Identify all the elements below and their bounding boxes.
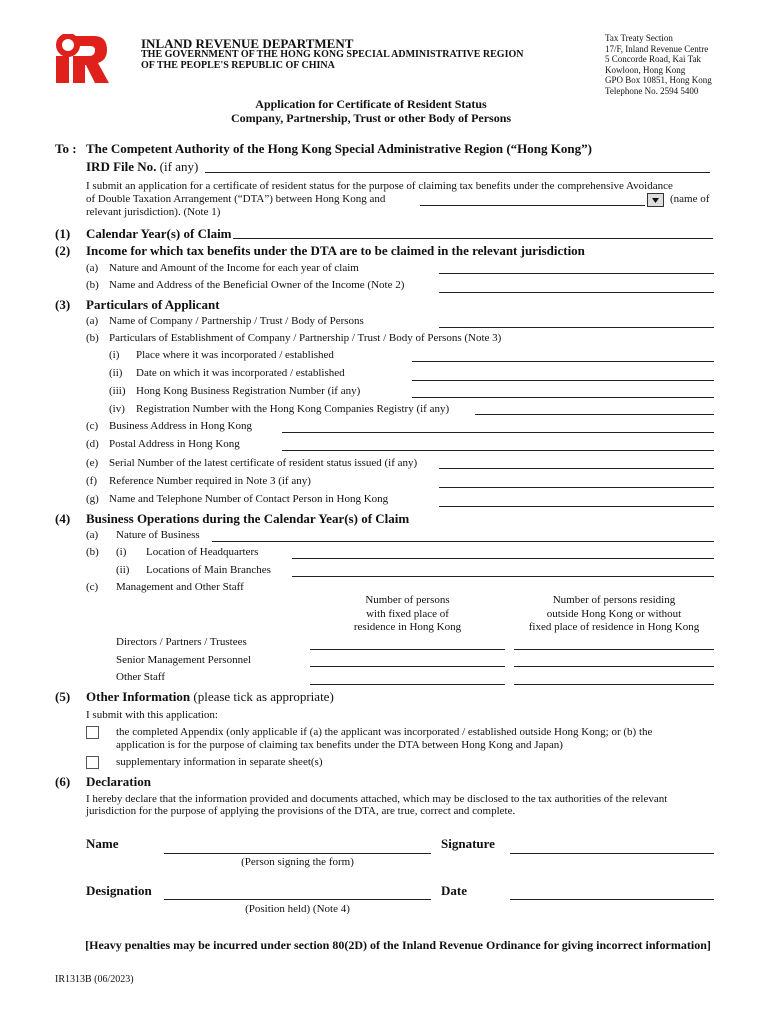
authority-name: The Competent Authority of the Hong Kong Special Administrative Region (“Hong Kong”) bbox=[86, 141, 592, 156]
date-label: Date bbox=[441, 883, 467, 898]
reference-number-input[interactable] bbox=[439, 487, 714, 488]
declaration-line-2: jurisdiction for the purpose of applying the provisions of the DTA, are true, correct and complete. bbox=[86, 805, 516, 817]
name-of-text: (name of bbox=[670, 193, 710, 205]
column-header-hk-residents bbox=[310, 594, 505, 635]
name-input[interactable] bbox=[164, 853, 431, 854]
address-line: Tax Treaty Section bbox=[605, 33, 673, 43]
staff-row-directors: Directors / Partners / Trustees bbox=[116, 636, 247, 648]
ird-logo-icon bbox=[54, 34, 110, 84]
headquarters-label: Location of Headquarters bbox=[146, 546, 259, 558]
item-label: (ii) bbox=[116, 564, 130, 576]
reference-number-label: Reference Number required in Note 3 (if any) bbox=[109, 475, 311, 487]
income-nature-input[interactable] bbox=[439, 273, 714, 274]
intro-line-2: of Double Taxation Arrangement (“DTA”) between Hong Kong and bbox=[86, 193, 386, 205]
penalty-warning: [Heavy penalties may be incurred under section 80(2D) of the Inland Revenue Ordinance for giving incorrect information] bbox=[85, 938, 711, 952]
item-label: (a) bbox=[86, 529, 99, 541]
submit-with-label: I submit with this application: bbox=[86, 709, 218, 721]
business-address-label: Business Address in Hong Kong bbox=[109, 420, 253, 432]
address-line: 5 Concorde Road, Kai Tak bbox=[605, 54, 701, 64]
item-label: (iv) bbox=[109, 403, 125, 415]
serial-number-input[interactable] bbox=[439, 468, 714, 469]
income-nature-label: Nature and Amount of the Income for each year of claim bbox=[109, 262, 359, 274]
designation-input[interactable] bbox=[164, 899, 431, 900]
staff-row-other: Other Staff bbox=[116, 671, 165, 683]
section-5-title-wrap bbox=[86, 689, 334, 705]
appendix-checkbox[interactable] bbox=[86, 726, 99, 739]
directors-hk-input[interactable] bbox=[310, 649, 505, 650]
cr-number-label: Registration Number with the Hong Kong Companies Registry (if any) bbox=[136, 403, 450, 415]
branches-label: Locations of Main Branches bbox=[146, 564, 271, 576]
section-4-number: (4) bbox=[55, 511, 71, 526]
other-staff-hk-input[interactable] bbox=[310, 684, 505, 685]
nature-business-label: Nature of Business bbox=[116, 529, 200, 541]
column-header-line: residence in Hong Kong bbox=[353, 621, 462, 633]
section-1-number: (1) bbox=[55, 226, 71, 241]
name-note: (Person signing the form) bbox=[241, 856, 354, 868]
section-6-number: (6) bbox=[55, 774, 71, 789]
section-2-title: Income for which tax benefits under the DTA are to be claimed in the relevant jurisdiction bbox=[86, 243, 585, 258]
section-2-number: (2) bbox=[55, 243, 71, 258]
postal-address-label: Postal Address in Hong Kong bbox=[109, 438, 240, 450]
headquarters-input[interactable] bbox=[292, 558, 714, 559]
jurisdiction-input[interactable] bbox=[420, 205, 645, 206]
appendix-option-line-1: the completed Appendix (only applicable if (a) the applicant was incorporated / established outside Hong Kong; or (b) the bbox=[116, 726, 653, 738]
supplementary-option: supplementary information in separate sheet(s) bbox=[116, 756, 323, 768]
address-line: 17/F, Inland Revenue Centre bbox=[605, 43, 709, 54]
section-6-title: Declaration bbox=[86, 774, 151, 789]
section-1-title: Calendar Year(s) of Claim bbox=[86, 226, 232, 241]
address-line: Kowloon, Hong Kong bbox=[605, 64, 686, 75]
item-label: (d) bbox=[86, 438, 99, 450]
address-line: GPO Box 10851, Hong Kong bbox=[605, 75, 712, 85]
item-label: (c) bbox=[86, 420, 99, 432]
item-label: (b) bbox=[86, 546, 99, 558]
senior-mgmt-hk-input[interactable] bbox=[310, 666, 505, 667]
designation-label: Designation bbox=[86, 883, 152, 898]
directors-non-hk-input[interactable] bbox=[514, 649, 714, 650]
contact-person-label: Name and Telephone Number of Contact Person in Hong Kong bbox=[109, 493, 389, 505]
cr-number-input[interactable] bbox=[475, 414, 714, 415]
column-header-line: fixed place of residence in Hong Kong bbox=[528, 621, 700, 633]
column-header-line: outside Hong Kong or without bbox=[546, 607, 682, 620]
item-label: (g) bbox=[86, 493, 99, 505]
nature-business-input[interactable] bbox=[212, 541, 714, 542]
dept-name: INLAND REVENUE DEPARTMENT bbox=[141, 36, 354, 51]
staff-label: Management and Other Staff bbox=[116, 581, 244, 593]
ird-file-note: (if any) bbox=[159, 159, 199, 174]
serial-number-label: Serial Number of the latest certificate of resident status issued (if any) bbox=[109, 457, 418, 469]
intro-line-3: relevant jurisdiction). (Note 1) bbox=[86, 206, 221, 218]
item-label: (iii) bbox=[109, 385, 126, 397]
column-header-line: Number of persons bbox=[365, 594, 450, 606]
item-label: (i) bbox=[116, 546, 127, 558]
gov-line-1: THE GOVERNMENT OF THE HONG KONG SPECIAL ADMINISTRATIVE REGION bbox=[141, 49, 524, 60]
staff-row-senior-mgmt: Senior Management Personnel bbox=[116, 654, 252, 666]
postal-address-input-1[interactable] bbox=[282, 450, 714, 451]
declaration-line-1: I hereby declare that the information provided and documents attached, which may be disclosed to the tax authorities of the relevant bbox=[86, 793, 668, 805]
item-label: (i) bbox=[109, 349, 120, 361]
ird-file-input[interactable] bbox=[205, 172, 710, 173]
form-title-2: Company, Partnership, Trust or other Body of Persons bbox=[230, 111, 512, 125]
section-5-note: (please tick as appropriate) bbox=[193, 689, 334, 704]
br-number-label: Hong Kong Business Registration Number (if any) bbox=[136, 385, 361, 397]
calendar-year-input[interactable] bbox=[233, 238, 713, 239]
form-code: IR1313B (06/2023) bbox=[55, 974, 134, 985]
item-label: (ii) bbox=[109, 367, 123, 379]
section-3-number: (3) bbox=[55, 297, 71, 312]
gov-line-2: OF THE PEOPLE'S REPUBLIC OF CHINA bbox=[141, 60, 335, 71]
item-label: (a) bbox=[86, 262, 99, 274]
contact-person-input[interactable] bbox=[439, 506, 714, 507]
section-3-title: Particulars of Applicant bbox=[86, 297, 220, 312]
place-incorporated-input[interactable] bbox=[412, 361, 714, 362]
ird-file-title: IRD File No. bbox=[86, 159, 157, 174]
item-label: (a) bbox=[86, 315, 99, 327]
date-incorporated-label: Date on which it was incorporated / established bbox=[136, 367, 345, 379]
date-incorporated-input[interactable] bbox=[412, 380, 714, 381]
to-label: To : bbox=[55, 141, 77, 156]
column-header-line: Number of persons residing bbox=[552, 594, 676, 606]
name-label: Name bbox=[86, 836, 119, 851]
signature-input[interactable] bbox=[510, 853, 714, 854]
ird-address bbox=[605, 33, 712, 96]
intro-line-1: I submit an application for a certificate of resident status for the purpose of claiming tax benefits under the comprehensive Avoidance bbox=[86, 180, 673, 192]
section-4-title: Business Operations during the Calendar Year(s) of Claim bbox=[86, 511, 410, 526]
item-label: (e) bbox=[86, 457, 99, 469]
section-5-title: Other Information bbox=[86, 689, 191, 704]
item-label: (c) bbox=[86, 581, 99, 593]
jurisdiction-dropdown[interactable] bbox=[647, 193, 664, 207]
column-header-line: with fixed place of bbox=[366, 607, 449, 620]
place-incorporated-label: Place where it was incorporated / established bbox=[136, 349, 334, 361]
appendix-option-line-2: application is for the purpose of claiming tax benefits under the DTA between Hong Kong and Japan) bbox=[116, 739, 563, 751]
chevron-down-icon bbox=[648, 195, 663, 207]
business-address-input[interactable] bbox=[282, 432, 714, 433]
item-label: (f) bbox=[86, 475, 97, 487]
company-name-label: Name of Company / Partnership / Trust / Body of Persons bbox=[109, 315, 364, 327]
item-label: (b) bbox=[86, 279, 99, 291]
ird-file-label bbox=[86, 159, 198, 175]
senior-mgmt-non-hk-input[interactable] bbox=[514, 666, 714, 667]
column-header-non-residents bbox=[514, 594, 714, 635]
other-staff-non-hk-input[interactable] bbox=[514, 684, 714, 685]
date-input[interactable] bbox=[510, 899, 714, 900]
form-title-1: Application for Certificate of Resident Status bbox=[255, 97, 487, 111]
beneficial-owner-label: Name and Address of the Beneficial Owner of the Income (Note 2) bbox=[109, 279, 405, 291]
item-label: (b) bbox=[86, 332, 99, 344]
section-5-number: (5) bbox=[55, 689, 71, 704]
supplementary-checkbox[interactable] bbox=[86, 756, 99, 769]
establishment-label: Particulars of Establishment of Company / Partnership / Trust / Body of Persons (Note 3) bbox=[109, 332, 502, 344]
designation-note: (Position held) (Note 4) bbox=[245, 903, 350, 915]
br-number-input[interactable] bbox=[412, 397, 714, 398]
branches-input[interactable] bbox=[292, 576, 714, 577]
company-name-input[interactable] bbox=[439, 327, 714, 328]
address-line: Telephone No. 2594 5400 bbox=[605, 85, 699, 96]
beneficial-owner-input[interactable] bbox=[439, 292, 714, 293]
signature-label: Signature bbox=[441, 836, 495, 851]
